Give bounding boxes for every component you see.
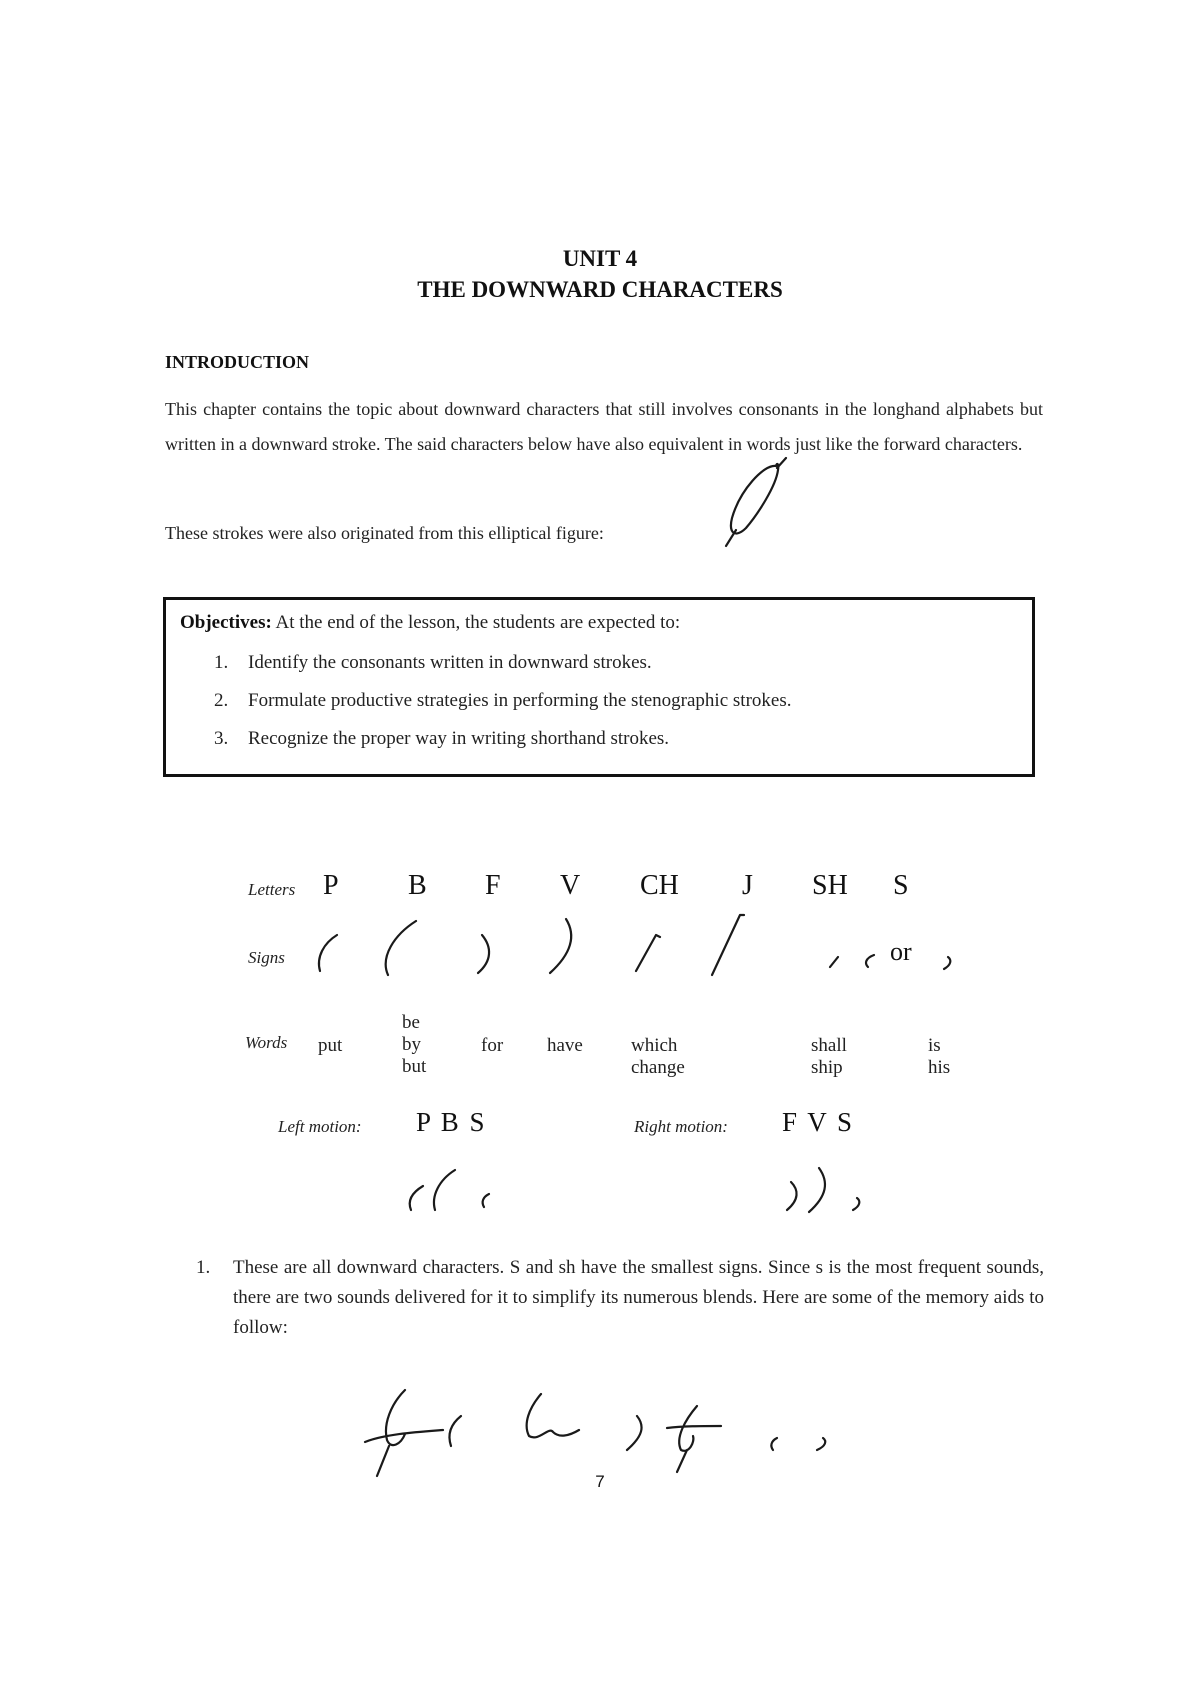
- origin-text: These strokes were also originated from this elliptical figure:: [165, 523, 604, 543]
- letter-s: S: [893, 870, 909, 901]
- aid-stroke-6: [771, 1438, 777, 1450]
- sign-p: [319, 935, 337, 971]
- ellipse-loop: [731, 464, 778, 534]
- sign-ch: [636, 935, 660, 971]
- sign-j: [712, 915, 744, 975]
- objective-text: Formulate productive strategies in performing the stenographic strokes.: [248, 690, 792, 711]
- objective-number: 2.: [214, 690, 229, 711]
- left-stroke-b: [434, 1170, 455, 1210]
- words-label: Words: [245, 1033, 288, 1052]
- letter-f: F: [485, 870, 501, 901]
- sign-f: [478, 935, 489, 973]
- introduction-heading: INTRODUCTION: [165, 352, 310, 372]
- letter-p: P: [323, 870, 339, 901]
- sign-v: [550, 919, 571, 973]
- introduction-text: This chapter contains the topic about downward characters that still involves consonants in the longhand alphabets but written in a downward stroke. The said characters below have also equivalent in words just like the forward characters.: [165, 399, 1043, 454]
- or-text: or: [890, 937, 912, 966]
- sign-b: [386, 921, 416, 975]
- word-ch-list: [631, 1035, 685, 1079]
- objective-text: Recognize the proper way in writing shorthand strokes.: [248, 728, 670, 749]
- left-motion-letters: P B S: [416, 1107, 487, 1137]
- word-v: have: [547, 1035, 583, 1056]
- aid-stroke-1: [365, 1390, 443, 1476]
- objective-item: [214, 728, 791, 766]
- left-motion-label: Left motion:: [278, 1117, 362, 1136]
- word-shall: shall: [811, 1035, 847, 1056]
- word-but: but: [402, 1056, 427, 1077]
- objective-item: [214, 652, 791, 690]
- word-which: which: [631, 1035, 678, 1056]
- letters-label: Letters: [248, 880, 296, 899]
- objectives-box: [163, 597, 1035, 777]
- introduction-paragraph: [165, 392, 1043, 462]
- right-stroke-f: [787, 1182, 797, 1210]
- word-his: his: [928, 1057, 951, 1078]
- signs-strokes: [300, 905, 960, 985]
- word-s-list: [928, 1035, 950, 1079]
- note-number: 1.: [196, 1257, 211, 1278]
- objectives-intro: [180, 612, 680, 634]
- elliptical-figure: [722, 456, 792, 548]
- objective-item: [214, 690, 791, 728]
- letter-ch: CH: [640, 870, 679, 901]
- letter-v: V: [560, 870, 581, 901]
- objectives-label: Objectives:: [180, 612, 272, 633]
- objective-number: 3.: [214, 728, 229, 749]
- aid-stroke-7: [817, 1438, 825, 1450]
- right-stroke-s: [853, 1198, 859, 1210]
- word-f: for: [481, 1035, 504, 1056]
- sign-s-right: [944, 957, 950, 969]
- aid-stroke-4: [627, 1416, 642, 1450]
- word-p: put: [318, 1035, 343, 1056]
- right-motion-strokes: [775, 1160, 875, 1220]
- ellipse-tail-bottom: [726, 530, 736, 546]
- unit-title: THE DOWNWARD CHARACTERS: [417, 277, 783, 302]
- page-number: 7: [595, 1472, 605, 1491]
- word-by: by: [402, 1034, 421, 1055]
- word-be: be: [402, 1012, 420, 1033]
- signs-label: Signs: [248, 948, 285, 967]
- letter-b: B: [408, 870, 427, 901]
- objective-text: Identify the consonants written in downward strokes.: [248, 652, 652, 673]
- word-sh-list: [811, 1035, 847, 1079]
- right-stroke-v: [809, 1168, 825, 1212]
- word-is: is: [928, 1035, 941, 1056]
- right-motion-label: Right motion:: [634, 1117, 728, 1136]
- word-change: change: [631, 1057, 685, 1078]
- objective-number: 1.: [214, 652, 229, 673]
- word-b-list: [402, 1012, 426, 1078]
- aid-stroke-3: [527, 1394, 579, 1437]
- left-stroke-s: [483, 1194, 489, 1207]
- letter-j: J: [742, 870, 753, 901]
- ellipse-tail-top: [777, 458, 786, 468]
- unit-number: UNIT 4: [562, 246, 638, 271]
- sign-sh: [830, 957, 838, 967]
- left-motion-strokes: [395, 1160, 495, 1220]
- left-stroke-p: [410, 1186, 423, 1210]
- letter-sh: SH: [812, 870, 848, 901]
- note-text: These are all downward characters. S and sh have the smallest signs. Since s is the most frequent sounds, there are two sounds delivered for it to simplify its numerous blends. Here are some of the memory aids to follow:: [233, 1257, 1044, 1338]
- objectives-intro-text: At the end of the lesson, the students are expected to:: [275, 612, 681, 633]
- right-motion-letters: F V S: [782, 1107, 855, 1137]
- note-paragraph: [196, 1253, 1044, 1343]
- word-ship: ship: [811, 1057, 843, 1078]
- objectives-list: [214, 652, 791, 766]
- sign-s-left: [866, 955, 874, 967]
- aid-stroke-5: [667, 1406, 721, 1472]
- aid-stroke-2: [449, 1416, 461, 1446]
